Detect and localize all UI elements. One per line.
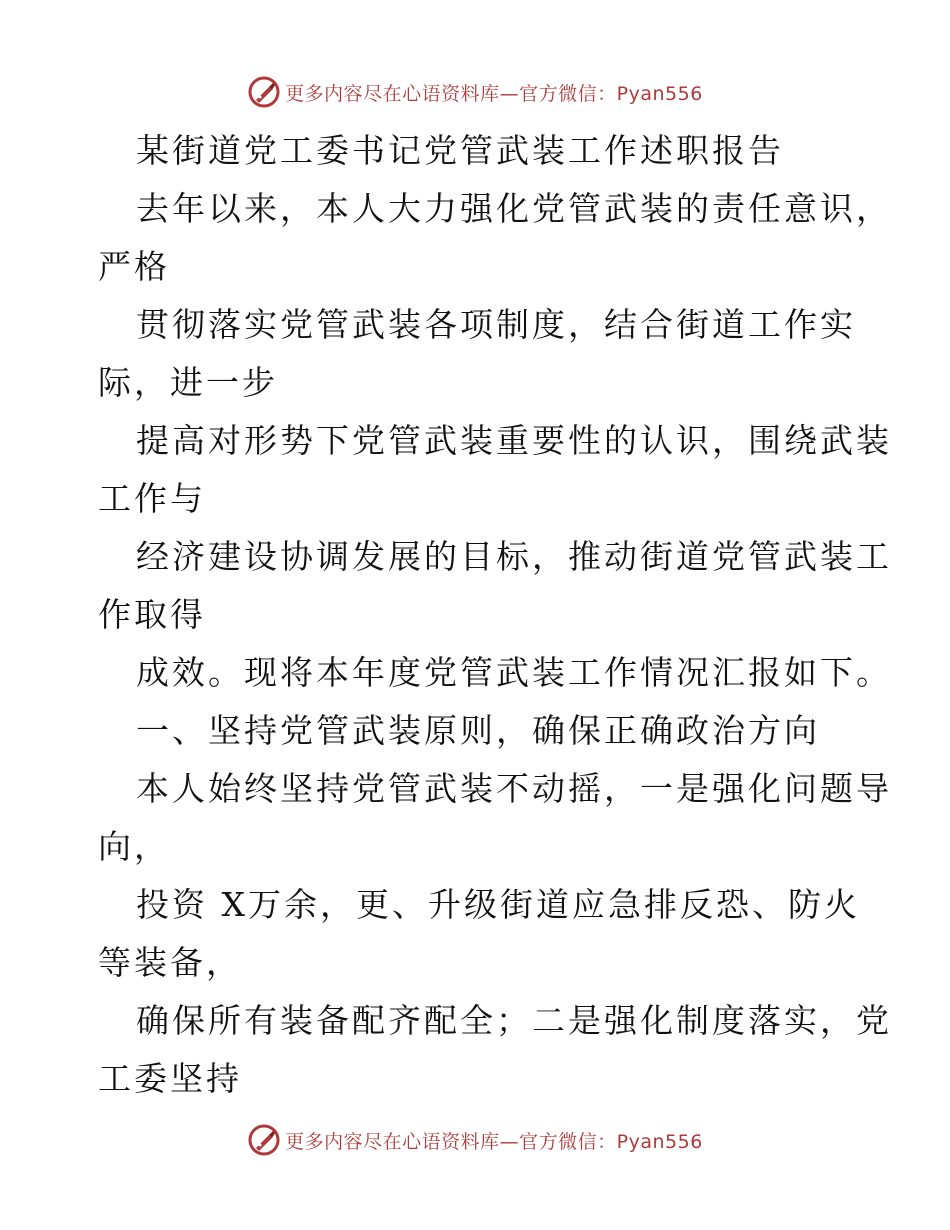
watermark-header xyxy=(0,72,950,112)
document-line: 贯彻落实党管武装各项制度，结合街道工作实 xyxy=(136,305,856,344)
document-line: 等装备， xyxy=(98,943,242,982)
document-line: 确保所有装备配齐配全；二是强化制度落实，党 xyxy=(136,1001,892,1040)
document-line: 工委坚持 xyxy=(98,1059,242,1098)
watermark-text: 更多内容尽在心语资料库—官方微信：Pyan556 xyxy=(285,1130,703,1153)
document-line: 经济建设协调发展的目标，推动街道党管武装工 xyxy=(136,537,892,576)
document-line: 本人始终坚持党管武装不动摇，一是强化问题导 xyxy=(136,769,892,808)
document-line: 工作与 xyxy=(98,479,206,518)
watermark-header-inner xyxy=(247,75,703,109)
watermark-footer xyxy=(0,1120,950,1160)
document-line: 去年以来，本人大力强化党管武装的责任意识， xyxy=(136,189,892,228)
watermark-text: 更多内容尽在心语资料库—官方微信：Pyan556 xyxy=(285,82,703,105)
fountain-pen-logo-icon xyxy=(247,75,281,109)
document-body xyxy=(98,122,898,1108)
document-line: 成效。现将本年度党管武装工作情况汇报如下。 xyxy=(136,653,892,692)
document-line: 一、坚持党管武装原则，确保正确政治方向 xyxy=(136,711,820,750)
document-line: 际，进一步 xyxy=(98,363,278,402)
fountain-pen-logo-icon xyxy=(247,1123,281,1157)
document-line: 作取得 xyxy=(98,595,206,634)
document-line: 投资 X万余，更、升级街道应急排反恐、防火 xyxy=(136,885,860,924)
document-line: 某街道党工委书记党管武装工作述职报告 xyxy=(136,131,784,170)
document-line: 提高对形势下党管武装重要性的认识，围绕武装 xyxy=(136,421,892,460)
document-line: 严格 xyxy=(98,247,170,286)
watermark-footer-inner xyxy=(247,1123,703,1157)
document-line: 向， xyxy=(98,827,170,866)
